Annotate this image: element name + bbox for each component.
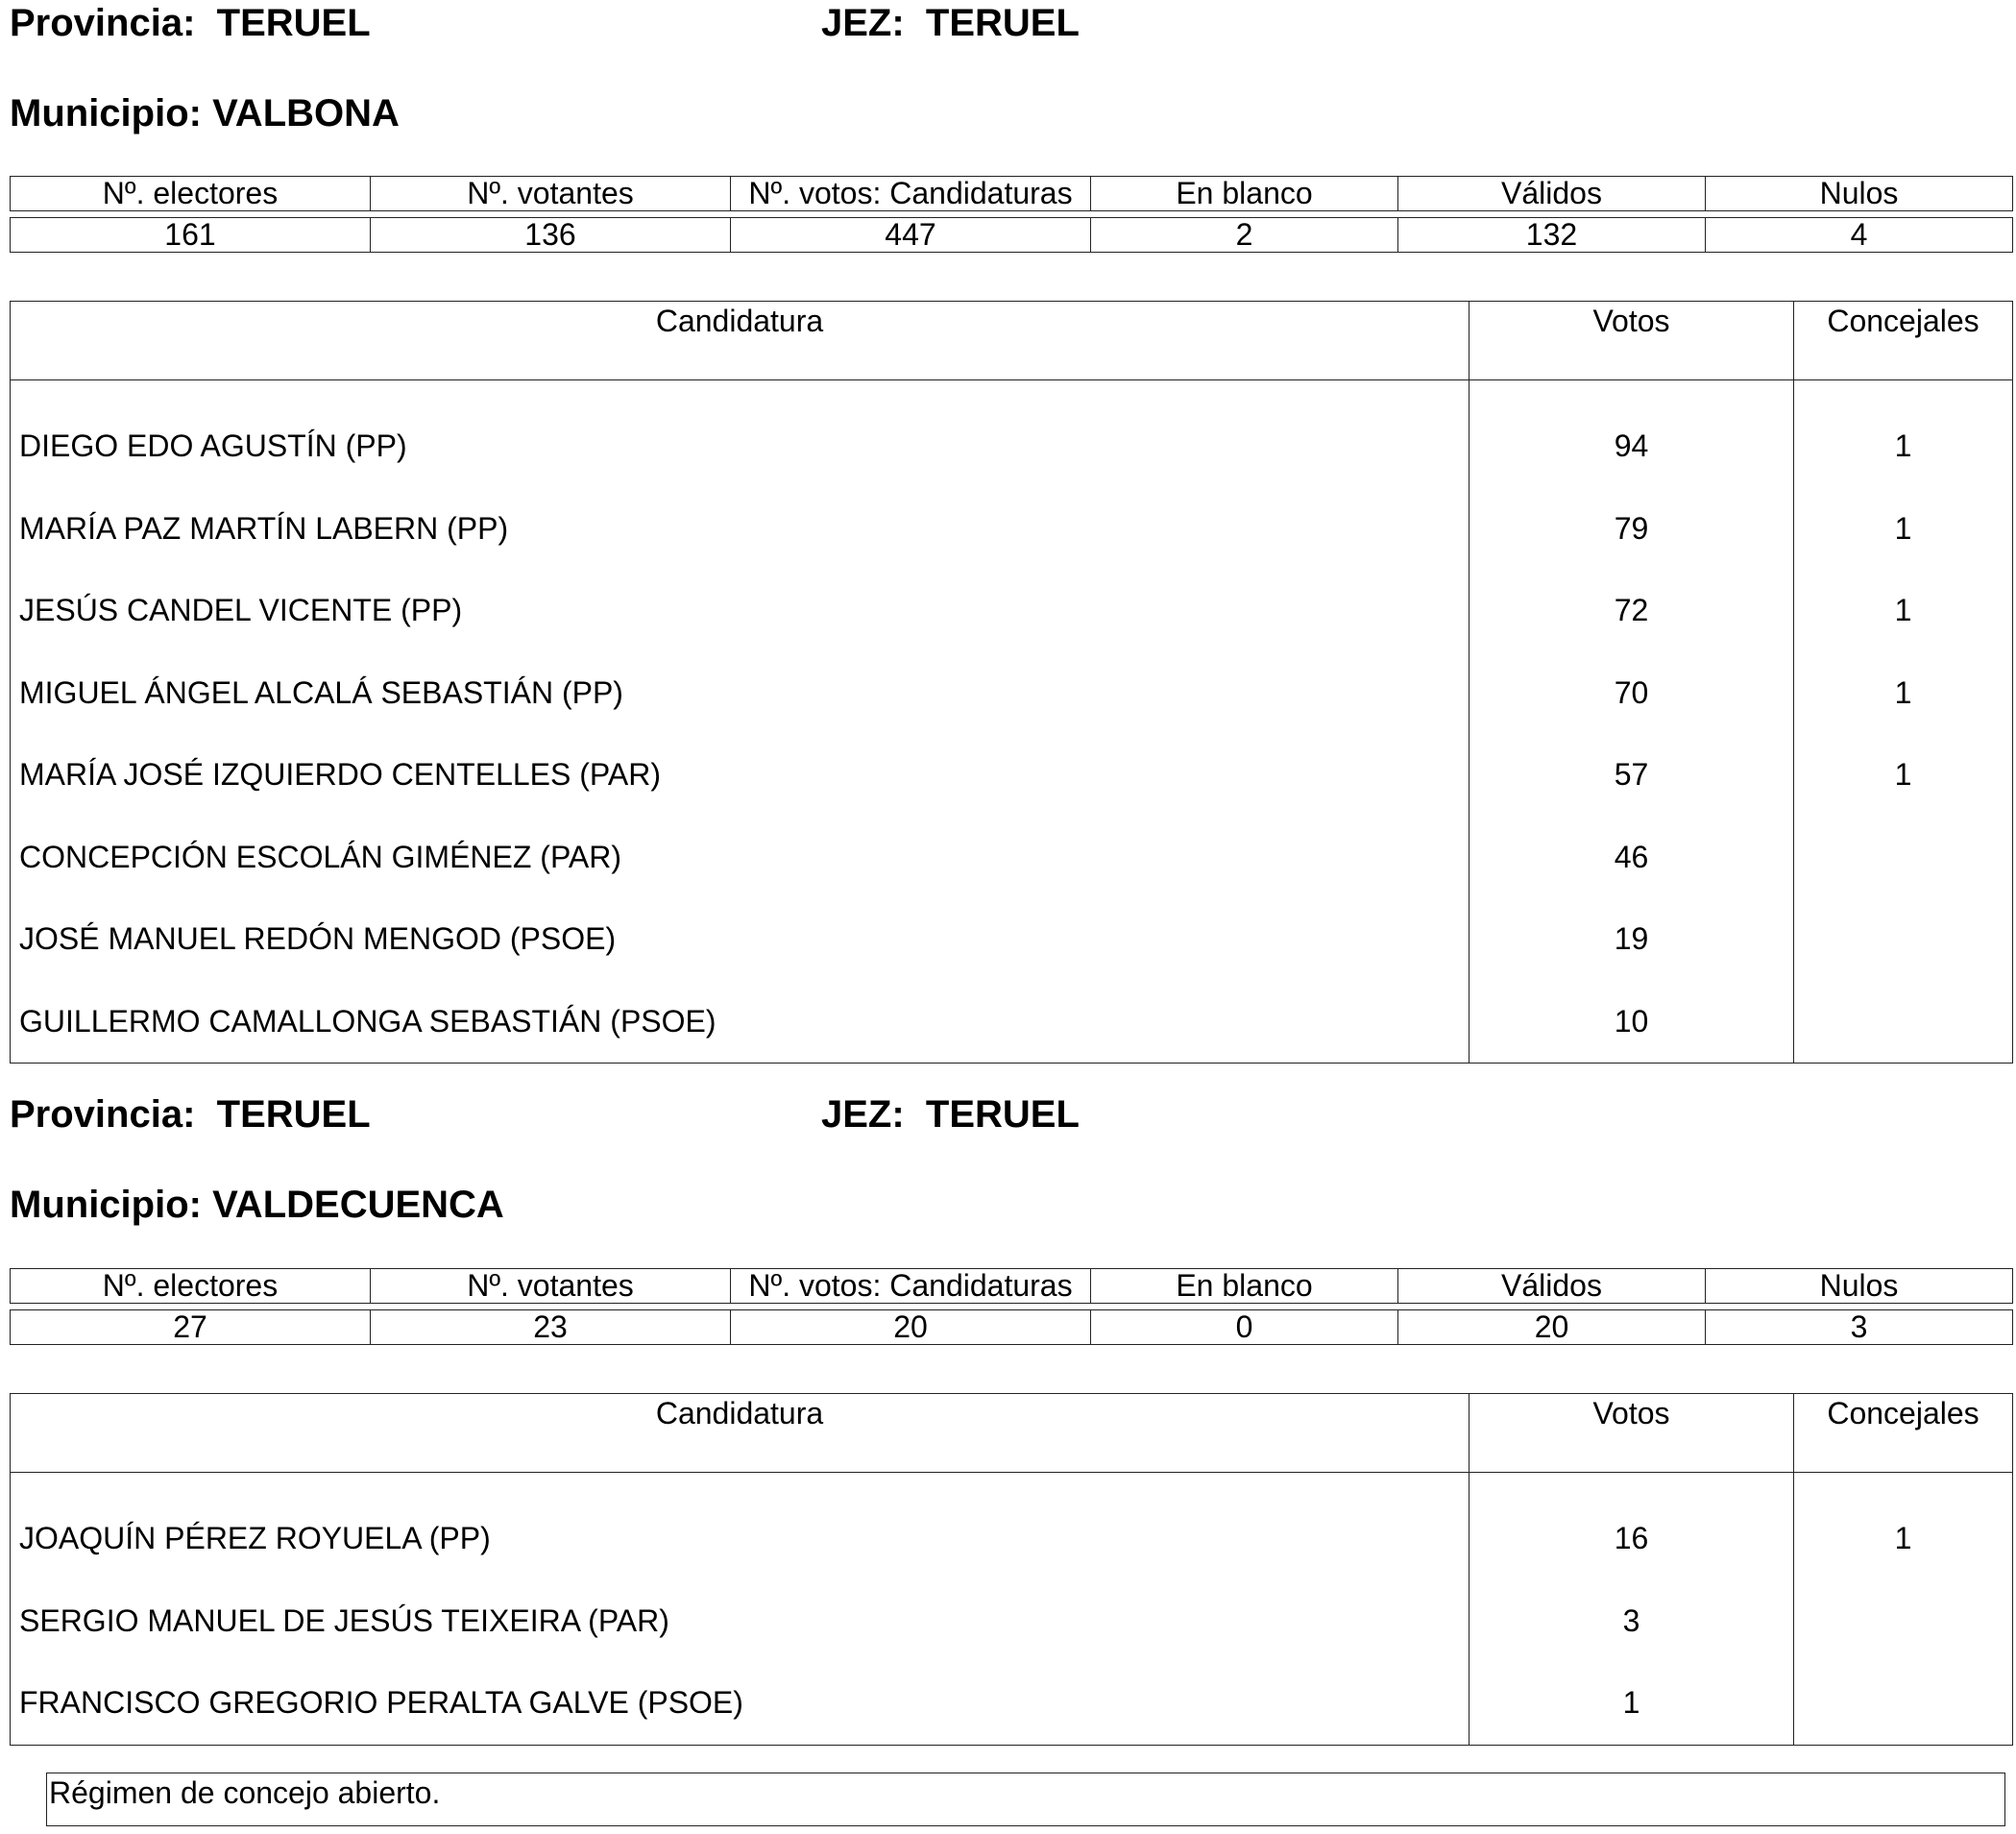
stats-header: Nº. votantes bbox=[371, 1269, 731, 1304]
stats-header: Válidos bbox=[1398, 177, 1706, 211]
stats-value: 132 bbox=[1398, 218, 1706, 253]
stats-table bbox=[10, 176, 2013, 253]
jez: JEZ: TERUEL bbox=[821, 2, 1080, 44]
jez: JEZ: TERUEL bbox=[821, 1093, 1080, 1136]
stats-value: 3 bbox=[1706, 1310, 2013, 1345]
candidate-name: JOSÉ MANUEL REDÓN MENGOD (PSOE) bbox=[11, 898, 1469, 981]
stats-header: Nº. votos: Candidaturas bbox=[731, 1269, 1091, 1304]
table-row bbox=[11, 1473, 2013, 1580]
candidate-concejales bbox=[1794, 981, 2013, 1064]
stats-header: En blanco bbox=[1091, 1269, 1398, 1304]
candidate-name: SERGIO MANUEL DE JESÚS TEIXEIRA (PAR) bbox=[11, 1580, 1469, 1663]
table-row bbox=[11, 570, 2013, 652]
municipio-title: Municipio: VALDECUENCA bbox=[10, 1184, 504, 1226]
candidate-name: CONCEPCIÓN ESCOLÁN GIMÉNEZ (PAR) bbox=[11, 817, 1469, 899]
table-row bbox=[11, 817, 2013, 899]
stats-header: Válidos bbox=[1398, 1269, 1706, 1304]
table-row bbox=[11, 981, 2013, 1064]
candidates-header-row bbox=[11, 302, 2013, 380]
stats-value: 20 bbox=[1398, 1310, 1706, 1345]
table-row bbox=[11, 488, 2013, 571]
candidate-name: FRANCISCO GREGORIO PERALTA GALVE (PSOE) bbox=[11, 1662, 1469, 1745]
stats-header: Nulos bbox=[1706, 177, 2013, 211]
candidate-name: JOAQUÍN PÉREZ ROYUELA (PP) bbox=[11, 1473, 1469, 1580]
municipio-section-valbona bbox=[10, 0, 2012, 1039]
candidate-name: GUILLERMO CAMALLONGA SEBASTIÁN (PSOE) bbox=[11, 981, 1469, 1064]
candidate-concejales: 1 bbox=[1894, 510, 1912, 546]
table-row bbox=[11, 380, 2013, 488]
candidate-concejales: 1 bbox=[1894, 757, 1912, 793]
stats-header-row bbox=[11, 1269, 2013, 1304]
stats-value: 4 bbox=[1706, 218, 2013, 253]
concejales-header: Concejales bbox=[1794, 302, 2013, 380]
stats-header: En blanco bbox=[1091, 177, 1398, 211]
candidate-votes: 57 bbox=[1469, 734, 1794, 817]
candidate-votes: 94 bbox=[1469, 380, 1794, 488]
candidate-name: JESÚS CANDEL VICENTE (PP) bbox=[11, 570, 1469, 652]
stats-value: 136 bbox=[371, 218, 731, 253]
stats-value: 161 bbox=[11, 218, 371, 253]
stats-value: 447 bbox=[731, 218, 1091, 253]
stats-value-row bbox=[11, 218, 2013, 253]
table-row bbox=[11, 1580, 2013, 1663]
candidatura-header: Candidatura bbox=[11, 302, 1469, 380]
table-row bbox=[11, 652, 2013, 735]
stats-header-row bbox=[11, 177, 2013, 211]
votos-header: Votos bbox=[1469, 302, 1794, 380]
candidate-concejales bbox=[1794, 898, 2013, 981]
table-row bbox=[11, 734, 2013, 817]
provincia: Provincia: TERUEL bbox=[10, 2, 371, 44]
stats-value: 2 bbox=[1091, 218, 1398, 253]
stats-header: Nulos bbox=[1706, 1269, 2013, 1304]
candidate-votes: 3 bbox=[1469, 1580, 1794, 1663]
candidate-votes: 79 bbox=[1469, 488, 1794, 571]
candidate-concejales: 1 bbox=[1894, 674, 1912, 710]
municipio-section-valdecuenca bbox=[10, 1093, 2012, 1721]
votos-header: Votos bbox=[1469, 1394, 1794, 1473]
candidates-header-row bbox=[11, 1394, 2013, 1473]
stats-header: Nº. electores bbox=[11, 177, 371, 211]
provincia: Provincia: TERUEL bbox=[10, 1093, 371, 1136]
candidate-votes: 16 bbox=[1469, 1473, 1794, 1580]
regime-note: Régimen de concejo abierto. bbox=[46, 1773, 2005, 1826]
candidate-concejales: 1 bbox=[1894, 593, 1912, 628]
concejales-header: Concejales bbox=[1794, 1394, 2013, 1473]
stats-header: Nº. electores bbox=[11, 1269, 371, 1304]
stats-header: Nº. votantes bbox=[371, 177, 731, 211]
stats-value: 27 bbox=[11, 1310, 371, 1345]
candidate-concejales: 1 bbox=[1894, 1521, 1912, 1556]
candidatura-header: Candidatura bbox=[11, 1394, 1469, 1473]
stats-table bbox=[10, 1268, 2013, 1345]
stats-header: Nº. votos: Candidaturas bbox=[731, 177, 1091, 211]
stats-value: 0 bbox=[1091, 1310, 1398, 1345]
candidate-votes: 70 bbox=[1469, 652, 1794, 735]
candidates-table bbox=[10, 301, 2013, 1064]
candidate-concejales bbox=[1794, 1662, 2013, 1745]
candidate-name: MARÍA PAZ MARTÍN LABERN (PP) bbox=[11, 488, 1469, 571]
candidate-concejales bbox=[1794, 817, 2013, 899]
table-row bbox=[11, 898, 2013, 981]
candidate-votes: 72 bbox=[1469, 570, 1794, 652]
province-header bbox=[10, 2, 2012, 44]
candidate-name: MARÍA JOSÉ IZQUIERDO CENTELLES (PAR) bbox=[11, 734, 1469, 817]
candidate-concejales bbox=[1794, 1580, 2013, 1663]
candidate-votes: 19 bbox=[1469, 898, 1794, 981]
stats-value: 23 bbox=[371, 1310, 731, 1345]
candidate-name: DIEGO EDO AGUSTÍN (PP) bbox=[11, 380, 1469, 488]
province-header bbox=[10, 1093, 2012, 1136]
candidates-table bbox=[10, 1393, 2013, 1746]
candidate-concejales: 1 bbox=[1894, 428, 1912, 464]
stats-value: 20 bbox=[731, 1310, 1091, 1345]
municipio-title: Municipio: VALBONA bbox=[10, 92, 400, 134]
candidate-votes: 10 bbox=[1469, 981, 1794, 1064]
table-row bbox=[11, 1662, 2013, 1745]
stats-value-row bbox=[11, 1310, 2013, 1345]
candidate-name: MIGUEL ÁNGEL ALCALÁ SEBASTIÁN (PP) bbox=[11, 652, 1469, 735]
candidate-votes: 1 bbox=[1469, 1662, 1794, 1745]
candidate-votes: 46 bbox=[1469, 817, 1794, 899]
